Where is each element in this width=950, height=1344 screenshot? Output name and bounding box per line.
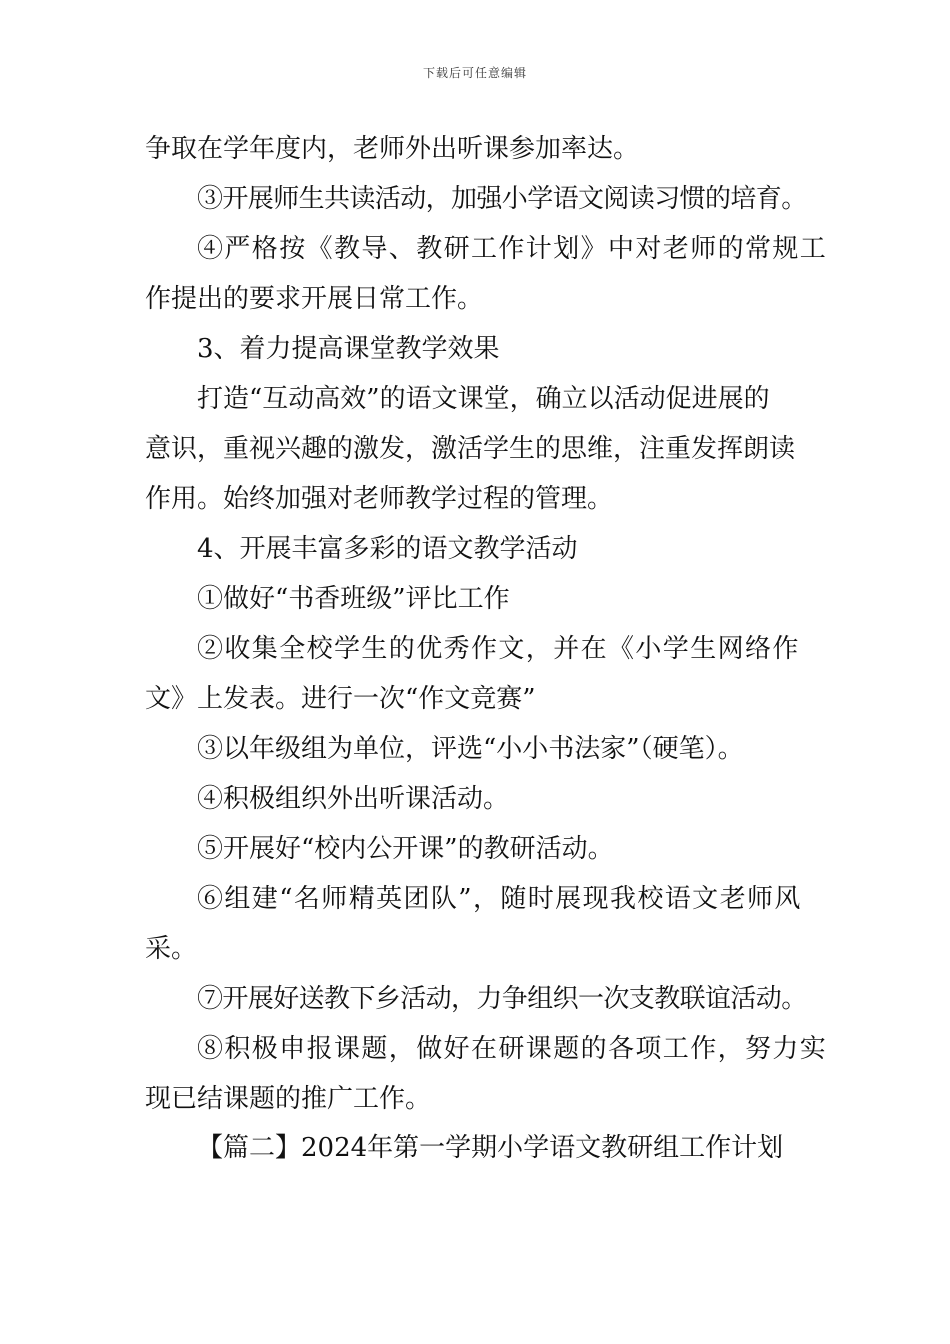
paragraph-line: 意识，重视兴趣的激发，激活学生的思维，注重发挥朗读	[145, 434, 796, 464]
paragraph-line: ②收集全校学生的优秀作文，并在《小学生网络作	[197, 634, 800, 664]
page-header-note: 下载后可任意编辑	[422, 66, 527, 80]
paragraph-line: 作用。始终加强对老师教学过程的管理。	[145, 484, 614, 514]
paragraph-line: ④严格按《教导、教研工作计划》中对老师的常规工	[197, 234, 828, 264]
paragraph-line: ③开展师生共读活动，加强小学语文阅读习惯的培育。	[197, 184, 807, 214]
paragraph-line: ⑦开展好送教下乡活动，力争组织一次支教联谊活动。	[197, 984, 807, 1014]
paragraph-line: ③以年级组为单位，评选“小小书法家”（硬笔）。	[197, 734, 744, 764]
paragraph-line: ④积极组织外出听课活动。	[197, 784, 510, 814]
paragraph-line: 打造“互动高效”的语文课堂，确立以活动促进展的	[197, 384, 770, 414]
paragraph-line: 采。	[145, 934, 198, 964]
paragraph-line: 现已结课题的推广工作。	[145, 1084, 432, 1114]
paragraph-line: ⑤开展好“校内公开课”的教研活动。	[197, 834, 614, 864]
section-heading: 4、开展丰富多彩的语文教学活动	[197, 534, 578, 564]
document-body	[145, 124, 828, 1172]
section-heading: 3、着力提高课堂教学效果	[197, 334, 500, 364]
paragraph-line: 作提出的要求开展日常工作。	[145, 284, 484, 314]
paragraph-line: ⑧积极申报课题，做好在研课题的各项工作，努力实	[197, 1034, 828, 1064]
paragraph-line: ①做好“书香班级”评比工作	[197, 584, 510, 614]
paragraph-line: 文》上发表。进行一次“作文竞赛”	[145, 684, 536, 714]
paragraph-line: ⑥组建“名师精英团队”，随时展现我校语文老师风	[197, 884, 802, 914]
next-section-title: 【篇二】2024年第一学期小学语文教研组工作计划	[197, 1133, 784, 1163]
paragraph-line: 争取在学年度内，老师外出听课参加率达。	[145, 134, 640, 164]
